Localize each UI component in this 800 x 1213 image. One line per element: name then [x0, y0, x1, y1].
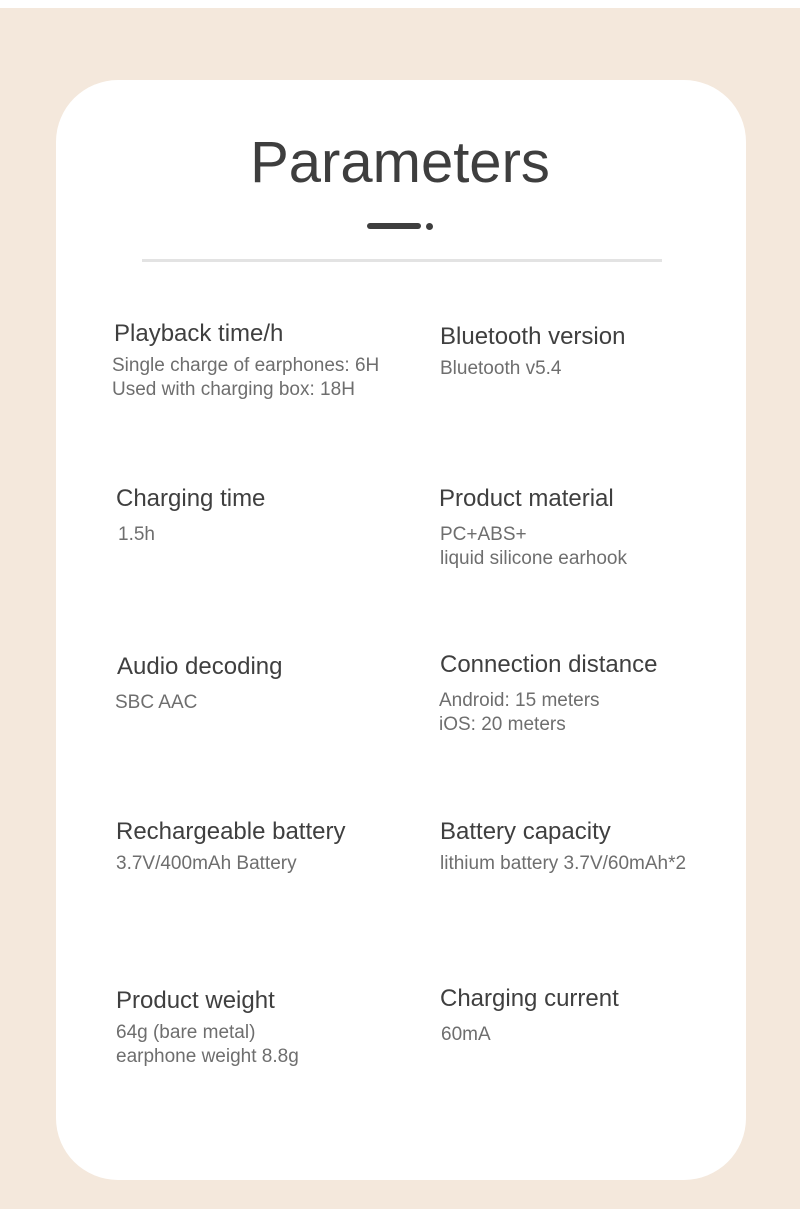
- title-underline-dot: [426, 223, 433, 230]
- param-bluetooth-version: [440, 323, 625, 381]
- param-label: Rechargeable battery: [116, 818, 346, 845]
- divider: [142, 259, 662, 262]
- param-product-material: [439, 485, 627, 571]
- param-rechargeable-battery: [116, 818, 345, 876]
- param-label: Connection distance: [440, 651, 658, 678]
- param-value: lithium battery 3.7V/60mAh*2: [440, 853, 687, 874]
- param-label: Charging time: [116, 485, 266, 512]
- param-connection-distance: [440, 651, 657, 737]
- param-label: Audio decoding: [117, 653, 283, 680]
- param-label: Battery capacity: [440, 818, 611, 845]
- param-value: earphone weight 8.8g: [116, 1046, 299, 1067]
- param-label: Product weight: [116, 987, 275, 1014]
- param-audio-decoding: [117, 653, 282, 715]
- title-underline-dash: [367, 223, 421, 229]
- param-label: Charging current: [440, 985, 619, 1012]
- param-label: Bluetooth version: [440, 323, 626, 350]
- param-value: Used with charging box: 18H: [112, 379, 355, 400]
- top-strip: [0, 0, 800, 8]
- param-label: Product material: [439, 485, 614, 512]
- param-playback-time: [114, 320, 379, 402]
- param-value: liquid silicone earhook: [440, 548, 627, 569]
- param-value: Single charge of earphones: 6H: [112, 355, 380, 376]
- bottom-strip: [0, 1209, 800, 1213]
- param-value: PC+ABS+: [440, 524, 527, 545]
- param-value: 1.5h: [118, 524, 155, 545]
- param-value: 60mA: [441, 1024, 491, 1045]
- param-label: Playback time/h: [114, 320, 284, 347]
- param-value: Bluetooth v5.4: [440, 358, 562, 379]
- param-value: 3.7V/400mAh Battery: [116, 853, 297, 874]
- param-value: 64g (bare metal): [116, 1022, 256, 1043]
- param-value: SBC AAC: [115, 692, 198, 713]
- param-value: Android: 15 meters: [439, 690, 600, 711]
- param-value: iOS: 20 meters: [439, 714, 566, 735]
- param-product-weight: [116, 987, 299, 1069]
- param-charging-time: [116, 485, 265, 547]
- page-title: Parameters: [250, 130, 550, 195]
- param-battery-capacity: [440, 818, 686, 876]
- param-charging-current: [440, 985, 619, 1047]
